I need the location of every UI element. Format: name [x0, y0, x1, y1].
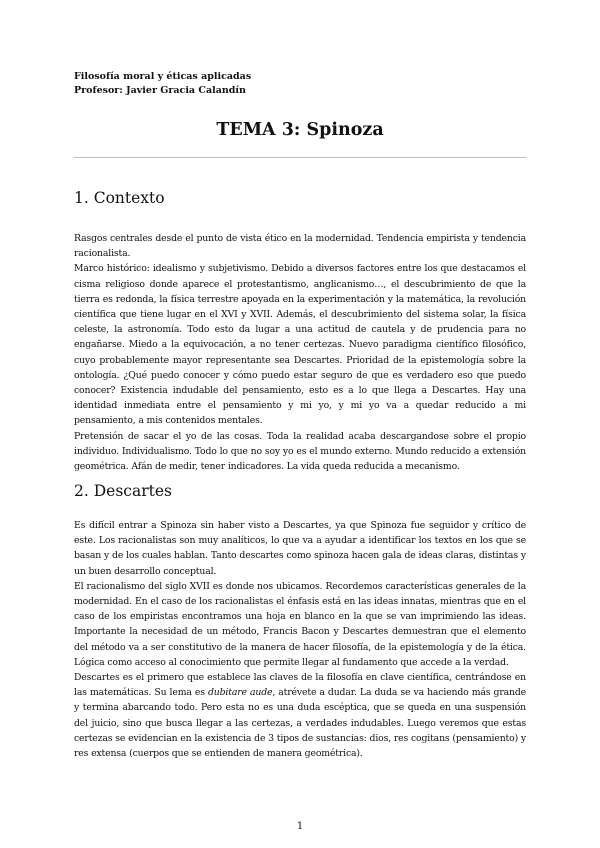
section-heading-descartes: 2. Descartes	[74, 482, 172, 500]
professor-name: Profesor: Javier Gracia Calandín	[74, 85, 246, 96]
paragraph: Marco histórico: idealismo y subjetivismo. Debido a diversos factores entre los que destacamos el cisma religioso donde aparece el protestantismo, anglicanismo…, el descubrimiento de que la tierra es redonda, la física terrestre apoyada en la experimentación y la matemática, la revolución científica que tiene lugar en el XVI y XVII. Además, el descubrimiento del sistema solar, la física celeste, la astronomía. Todo esto da lugar a una actitud de cautela y de prudencia para no engañarse. Miedo a la equivocación, a no tener certezas. Nuevo paradigma científico filosófico, cuyo probablemente mayor representante sea Descartes. Prioridad de la epistemología sobre la ontología. ¿Qué puedo conocer y cómo puedo estar seguro de que es verdadero eso que puedo conocer? Existencia indudable del pensamiento, esto es a lo que llega a Descartes. Hay una identidad inmediata entre el pensamiento y mi yo, y mi yo va a quedar reducido a mi pensamiento, a mis contenidos mentales.	[74, 263, 526, 427]
paragraph: Pretensión de sacar el yo de las cosas. Toda la realidad acaba descargandose sobre el propio individuo. Individualismo. Todo lo que no soy yo es el mundo externo. Mundo reducido a extensión geométrica. Afán de medir, tener indicadores. La vida queda reducida a mecanismo.	[74, 430, 526, 473]
paragraph: Rasgos centrales desde el punto de vista ético en la modernidad. Tendencia empirista y tendencia racionalista.	[74, 233, 526, 260]
course-name: Filosofía moral y éticas aplicadas	[74, 71, 252, 82]
paragraph: El racionalismo del siglo XVII es donde nos ubicamos. Recordemos características generales de la modernidad. En el caso de los racionalistas el énfasis está en las ideas innatas, mientras que en el caso de los empiristas encontramos una hoja en blanco en la que se van imprimiendo las ideas. Importante la necesidad de un método, Francis Bacon y Descartes demuestran que el elemento del método va a ser constitutivo de la manera de hacer filosofía, de la epistemología y de la ética. Lógica como acceso al conocimiento que permite llegar al fundamento que accede a la verdad.	[74, 580, 526, 668]
section-body-descartes	[74, 518, 526, 761]
page-title: TEMA 3: Spinoza	[216, 120, 384, 140]
section-heading-contexto: 1. Contexto	[74, 189, 165, 207]
paragraph	[74, 670, 526, 761]
title-divider	[74, 157, 526, 158]
latin-motto: dubitare aude	[207, 687, 273, 699]
document-header	[74, 70, 251, 98]
section-body-contexto	[74, 231, 526, 474]
paragraph-text: , atrévete a dudar. La duda se va haciendo más grande y termina abarcando todo. Pero esta no es una duda escéptica, que se queda en una suspensión del juicio, sino que busca llegar a las certezas, a verdades indudables. Luego veremos que estas certezas se evidencian en la existencia de 3 tipos de sustancias: dios, res cogitans (pensamiento) y res extensa (cuerpos que se entienden de manera geométrica).	[74, 687, 527, 760]
page-number: 1	[296, 821, 304, 832]
paragraph-text: Descartes es el primero que establece las claves de la filosofía en clave científica, centrándose en las matemáticas. Su lema es	[74, 672, 526, 699]
paragraph: Es difícil entrar a Spinoza sin haber visto a Descartes, ya que Spinoza fue seguidor y crítico de este. Los racionalistas son muy analíticos, lo que va a ayudar a identificar los textos en los que se basan y de los cuales hablan. Tanto descartes como spinoza hacen gala de ideas claras, distintas y un buen desarrollo conceptual.	[74, 520, 526, 577]
